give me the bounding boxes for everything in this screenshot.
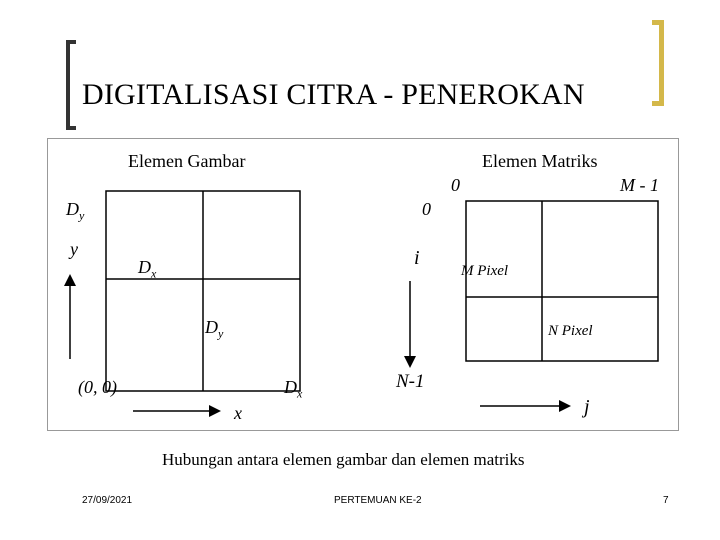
y-label: y bbox=[70, 239, 78, 259]
i-label: i bbox=[414, 247, 420, 269]
dy-inner-label: $D_y$ bbox=[205, 317, 224, 341]
row-end-label: N-1 bbox=[396, 371, 425, 392]
figure-caption: Hubungan antara elemen gambar dan elemen matriks bbox=[162, 450, 525, 469]
x-label: x bbox=[234, 403, 242, 423]
left-bracket-decoration bbox=[66, 40, 76, 130]
row-start-label: 0 bbox=[422, 199, 431, 219]
dx-inner-label: $D_x$ bbox=[138, 257, 157, 281]
col-end-label: M - 1 bbox=[620, 175, 659, 195]
j-label: j bbox=[584, 396, 590, 418]
footer-center: PERTEMUAN KE-2 bbox=[334, 495, 422, 506]
right-heading: Elemen Matriks bbox=[482, 151, 598, 171]
slide-title: DIGITALISASI CITRA - PENEROKAN bbox=[82, 78, 585, 111]
footer-page-number: 7 bbox=[663, 495, 669, 506]
dx-bottom-label: $D_x$ bbox=[284, 377, 303, 401]
footer-date: 27/09/2021 bbox=[82, 495, 133, 506]
origin-label: (0, 0) bbox=[78, 377, 117, 397]
col-start-label: 0 bbox=[451, 175, 460, 195]
figure-diagram bbox=[48, 139, 680, 432]
dy-top-label: $D_y$ bbox=[66, 199, 85, 223]
left-heading: Elemen Gambar bbox=[128, 151, 246, 171]
figure-panel bbox=[47, 138, 679, 431]
right-bracket-decoration bbox=[652, 20, 664, 106]
n-pixel-label: N Pixel bbox=[548, 323, 593, 339]
m-pixel-label: M Pixel bbox=[461, 263, 509, 279]
